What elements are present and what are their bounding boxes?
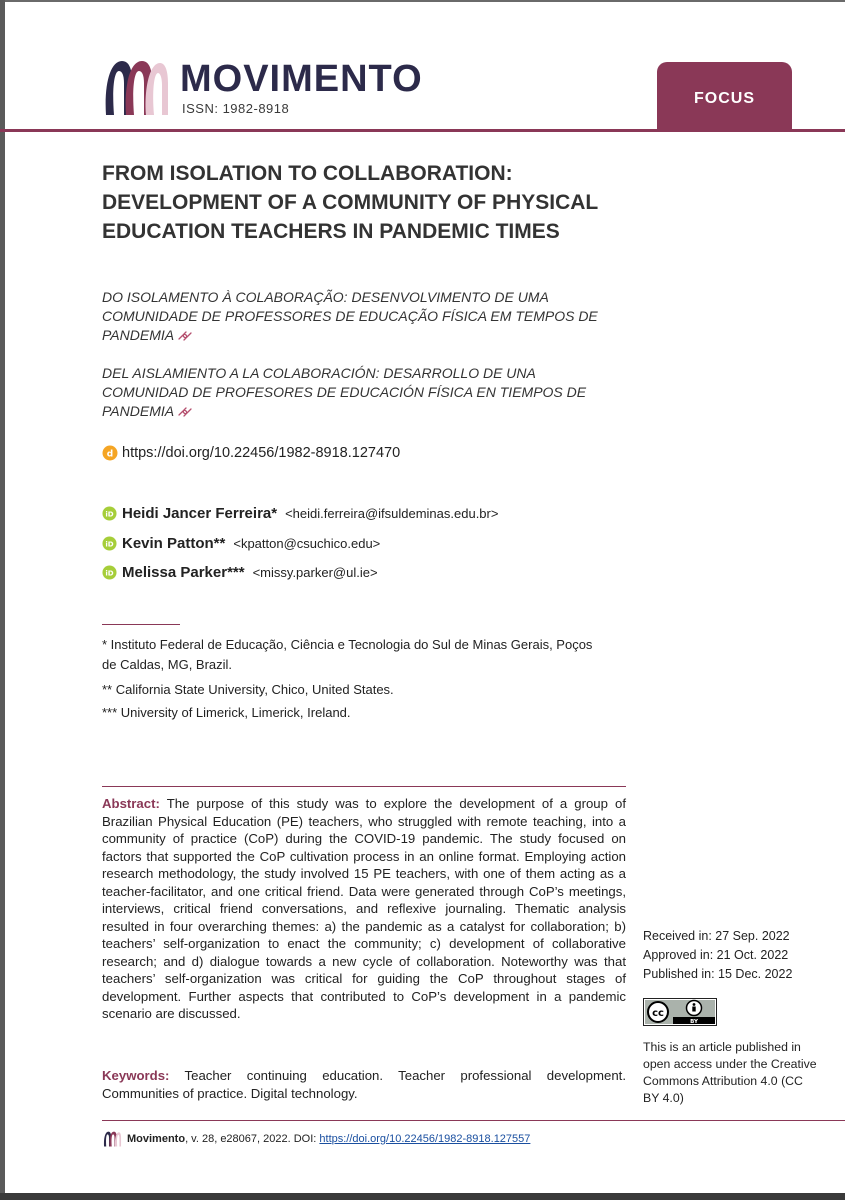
page-frame-top [0,0,845,2]
abstract-label: Abstract: [102,796,160,811]
author-name: Melissa Parker*** [122,564,245,581]
abstract-text: The purpose of this study was to explore the development of a group of Brazilian Physical Education (PE) teachers, who struggled with remote teaching, into a community of practice (CoP) during the COVID-19 pandemic. The study focused on factors that supported the CoP cultivation process in an online format. Employing action research methodology, the study involved 15 PE teachers, with one of them acting as a teacher-facilitator, and one critical friend. Data were generated through CoP’s meetings, interviews, critical friend conversations, and reflexive journaling. Thematic analysis resulted in four overarching themes: a) the pandemic as a catalyst for collaboration; b) teachers’ self-organization to enact the community; c) development of collaborative research; and d) dialogue towards a new cycle of collaboration. Noteworthy was that teachers’ self-organization was critical for guiding the CoP throughout stages of development. Further aspects that contributed to CoP’s development in a pandemic scenario are discussed. [102,796,626,1021]
footer-citation [102,1130,530,1147]
svg-text:d: d [106,449,114,460]
footer-doi-link[interactable]: https://doi.org/10.22456/1982-8918.127557 [319,1132,531,1145]
keywords-label: Keywords: [102,1068,170,1083]
journal-name: MOVIMENTO [180,58,423,100]
author-row [102,564,378,581]
author-row [102,505,498,522]
published-date: Published in: 15 Dec. 2022 [643,967,793,981]
svg-text:iD: iD [105,568,114,578]
affiliation-divider [102,624,180,625]
author-email[interactable]: <kpatton@csuchico.edu> [233,536,381,551]
footer-divider [102,1120,845,1121]
affiliation: ** California State University, Chico, United States. [102,682,394,697]
link-icon[interactable] [177,406,193,418]
footer-journal-name: Movimento [127,1132,186,1145]
doi-icon [102,445,118,461]
footer-citation-text: , v. 28, e28067, 2022. DOI: [185,1132,320,1145]
abstract-divider [102,786,626,787]
title-portuguese-text: DO ISOLAMENTO À COLABORAÇÃO: DESENVOLVIMENTO DE UMA COMUNIDADE DE PROFESSORES DE EDUCAÇÃO FÍSICA EM TEMPOS DE PANDEMIA [102,289,598,343]
affiliation: * Instituto Federal de Educação, Ciência e Tecnologia do Sul de Minas Gerais, Poços de Caldas, MG, Brazil. [102,637,593,672]
article-title: FROM ISOLATION TO COLLABORATION: DEVELOPMENT OF A COMMUNITY OF PHYSICAL EDUCATION TEACHERS IN PANDEMIC TIMES [102,162,598,243]
page-frame-bottom [0,1193,845,1200]
movimento-logo-icon [100,55,170,117]
affiliation: *** University of Limerick, Limerick, Ireland. [102,705,351,720]
keywords [102,1067,626,1103]
author-name: Kevin Patton** [122,535,226,552]
svg-text:iD: iD [105,509,114,519]
article-title-portuguese [102,288,622,345]
approved-date: Approved in: 21 Oct. 2022 [643,948,789,962]
author-row [102,535,380,552]
section-tab-focus: FOCUS [657,62,792,129]
title-spanish-text: DEL AISLAMIENTO A LA COLABORACIÓN: DESARROLLO DE UNA COMUNIDAD DE PROFESORES DE EDUCACIÓN FÍSICA EN TIEMPOS DE PANDEMIA [102,365,587,419]
doi-link[interactable]: https://doi.org/10.22456/1982-8918.127470 [122,445,401,461]
author-name: Heidi Jancer Ferreira* [122,505,278,522]
header-divider [0,129,845,132]
orcid-icon[interactable] [102,565,117,580]
keywords-text: Teacher continuing education. Teacher professional development. Communities of practice. Digital technology. [102,1068,626,1101]
journal-issn: ISSN: 1982-8918 [182,101,290,116]
svg-text:iD: iD [105,539,114,549]
abstract [102,795,626,1023]
movimento-logo-icon [102,1130,122,1147]
license-notice: This is an article published in open access under the Creative Commons Attribution 4.0 (CC BY 4.0) [643,1040,817,1105]
received-date: Received in: 27 Sep. 2022 [643,929,790,943]
cc-by-license-icon[interactable] [643,998,717,1026]
by-badge-text: BY [690,1019,698,1025]
orcid-icon[interactable] [102,536,117,551]
page-frame-left [0,0,5,1200]
article-title-spanish [102,364,622,421]
link-icon[interactable] [177,330,193,342]
publication-dates [643,927,792,984]
cc-badge-text: cc [652,1008,664,1019]
author-email[interactable]: <heidi.ferreira@ifsuldeminas.edu.br> [285,506,499,521]
orcid-icon[interactable] [102,506,117,521]
doi-row [102,445,400,461]
author-email[interactable]: <missy.parker@ul.ie> [252,565,378,580]
